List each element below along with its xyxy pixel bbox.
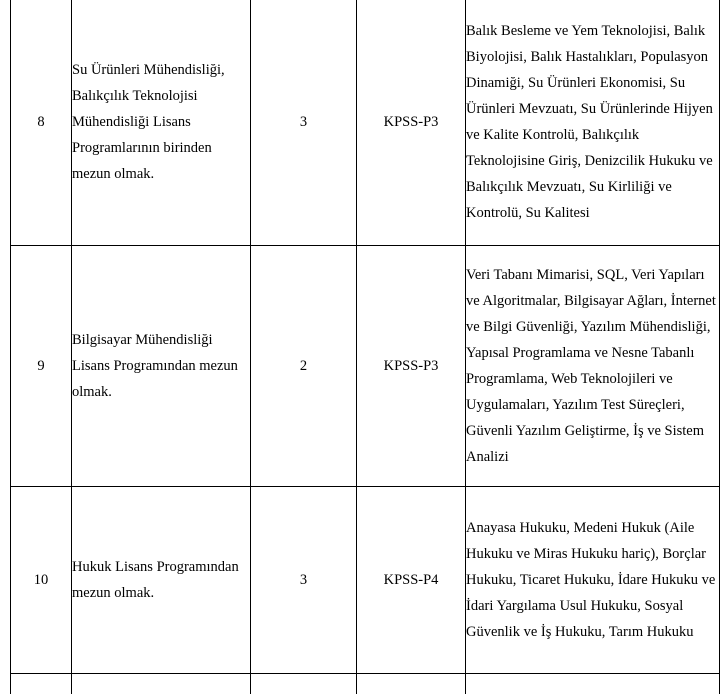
education-requirement: Hukuk Lisans Programından mezun olmak. [72,487,251,674]
row-number: 8 [11,0,72,246]
education-requirement: Bilgisayar Mühendisliği Lisans Programından mezun olmak. [72,246,251,487]
empty-cell [357,674,466,694]
position-count: 3 [251,487,357,674]
empty-cell [11,674,72,694]
exam-subjects: Balık Besleme ve Yem Teknolojisi, Balık Biyolojisi, Balık Hastalıkları, Populasyon Dinamiği, Su Ürünleri Ekonomisi, Su Ürünleri Mevzuatı, Su Ürünlerinde Hijyen ve Kalite Kontrolü, Balıkçılık Teknolojisine Giriş, Denizcilik Hukuku ve Balıkçılık Mevzuatı, Su Kirliliği ve Kontrolü, Su Kalitesi [466,0,720,246]
requirements-table [10,0,720,694]
row-number: 9 [11,246,72,487]
position-count: 3 [251,0,357,246]
exam-subjects: Anayasa Hukuku, Medeni Hukuk (Aile Hukuku ve Miras Hukuku hariç), Borçlar Hukuku, Ticaret Hukuku, İdare Hukuku ve İdari Yargılama Usul Hukuku, Sosyal Güvenlik ve İş Hukuku, Tarım Hukuku [466,487,720,674]
empty-cell [72,674,251,694]
kpss-score-type: KPSS-P3 [357,246,466,487]
kpss-score-type: KPSS-P3 [357,0,466,246]
table-row [11,246,720,487]
table-row [11,487,720,674]
kpss-score-type: KPSS-P4 [357,487,466,674]
empty-cell [466,674,720,694]
empty-cell [251,674,357,694]
position-count: 2 [251,246,357,487]
row-number: 10 [11,487,72,674]
table-row-partial [11,674,720,694]
education-requirement: Su Ürünleri Mühendisliği, Balıkçılık Teknolojisi Mühendisliği Lisans Programlarının birinden mezun olmak. [72,0,251,246]
exam-subjects: Veri Tabanı Mimarisi, SQL, Veri Yapıları ve Algoritmalar, Bilgisayar Ağları, İnternet ve Bilgi Güvenliği, Yazılım Mühendisliği, Yapısal Programlama ve Nesne Tabanlı Programlama, Web Teknolojileri ve Uygulamaları, Yazılım Test Süreçleri, Güvenli Yazılım Geliştirme, İş ve Sistem Analizi [466,246,720,487]
table-row [11,0,720,246]
